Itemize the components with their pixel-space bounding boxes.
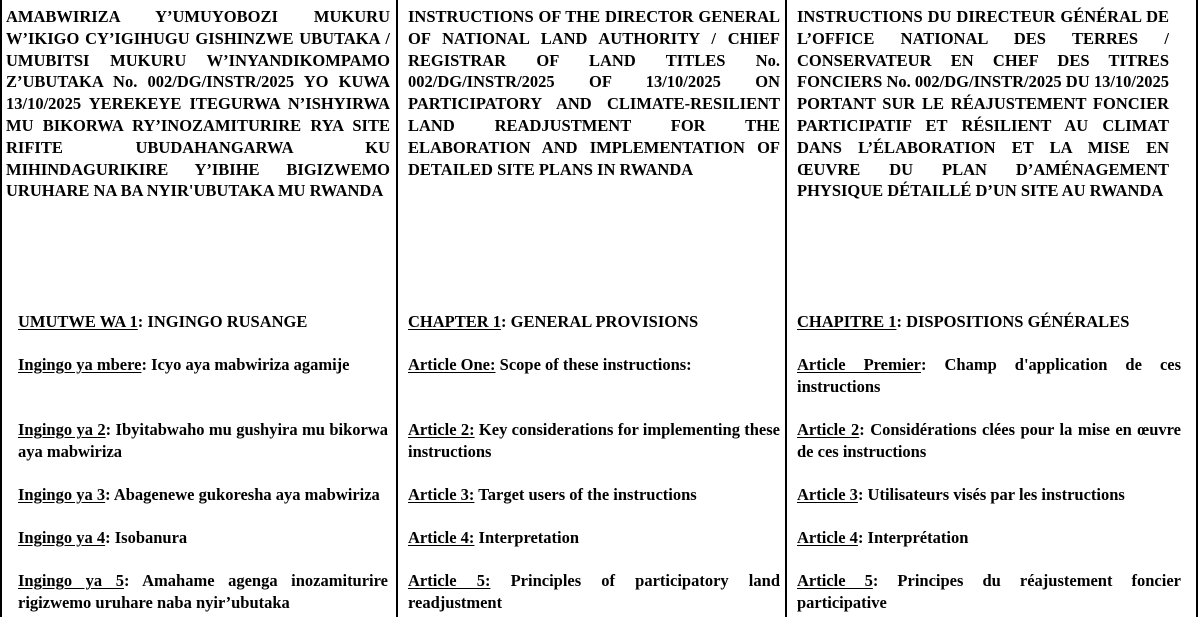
english-chapter-title: : GENERAL PROVISIONS bbox=[501, 312, 699, 331]
article-text: : Champ d'application de ces instructions bbox=[797, 355, 1182, 396]
article-label: Article Premier bbox=[797, 355, 921, 374]
kinyarwanda-article-4 bbox=[18, 527, 388, 549]
article-label: Article 2 bbox=[797, 420, 860, 439]
kinyarwanda-chapter-heading bbox=[18, 311, 307, 333]
article-label: Article 3: bbox=[408, 485, 475, 504]
article-text: Target users of the instructions bbox=[474, 485, 697, 504]
article-label: Article One: bbox=[408, 355, 496, 374]
english-column bbox=[398, 0, 787, 617]
article-label: Article 5: bbox=[408, 571, 491, 590]
article-text: Scope of these instructions: bbox=[495, 355, 692, 374]
english-article-1 bbox=[408, 354, 780, 376]
kinyarwanda-chapter-title: : INGINGO RUSANGE bbox=[137, 312, 308, 331]
french-chapter-label: CHAPITRE 1 bbox=[797, 312, 897, 331]
article-text: : Considérations clées pour la mise en œuvre de ces instructions bbox=[797, 420, 1181, 461]
article-text: : Isobanura bbox=[105, 528, 188, 547]
french-article-2 bbox=[797, 419, 1181, 462]
english-chapter-label: CHAPTER 1 bbox=[408, 312, 502, 331]
article-text: : Principes du réajustement foncier participative bbox=[797, 571, 1181, 612]
english-article-4 bbox=[408, 527, 780, 549]
article-label: Ingingo ya 3 bbox=[18, 485, 106, 504]
kinyarwanda-title: AMABWIRIZA Y’UMUYOBOZI MUKURU W’IKIGO CY’IGIHUGU GISHINZWE UBUTAKA / UMUBITSI MUKURU W’INYANDIKOMPAMO Z’UBUTAKA No. 002/DG/INSTR/2025 YO KUWA 13/10/2025 YEREKEYE ITEGURWA N’ISHYIRWA MU BIKORWA RY’INOZAMITURIRE RYA SITE RIFITE UBUDAHANGARWA KU MIHINDAGURIKIRE Y’IBIHE BIGIZWEMO URUHARE NA BA NYIR'UBUTAKA MU RWANDA bbox=[6, 7, 390, 201]
article-text: : Ibyitabwaho mu gushyira mu bikorwa aya mabwiriza bbox=[18, 420, 389, 461]
english-chapter-heading bbox=[408, 311, 698, 333]
article-label: Ingingo ya 5 bbox=[18, 571, 124, 590]
french-article-5 bbox=[797, 570, 1181, 613]
article-label: Ingingo ya mbere bbox=[18, 355, 142, 374]
french-chapter-heading bbox=[797, 311, 1129, 333]
french-article-3 bbox=[797, 484, 1181, 506]
article-label: Ingingo ya 2 bbox=[18, 420, 106, 439]
french-title: INSTRUCTIONS DU DIRECTEUR GÉNÉRAL DE L’OFFICE NATIONAL DES TERRES / CONSERVATEUR EN CHEF DES TITRES FONCIERS No. 002/DG/INSTR/2025 DU 13/10/2025 PORTANT SUR LE RÉAJUSTEMENT FONCIER PARTICIPATIF ET RÉSILIENT AU CLIMAT DANS L’ÉLABORATION ET LA MISE EN ŒUVRE DU PLAN D’AMÉNAGEMENT PHYSIQUE DÉTAILLÉ D’UN SITE AU RWANDA bbox=[797, 7, 1169, 201]
kinyarwanda-column bbox=[6, 0, 398, 617]
english-title: INSTRUCTIONS OF THE DIRECTOR GENERAL OF NATIONAL LAND AUTHORITY / CHIEF REGISTRAR OF LAND TITLES No. 002/DG/INSTR/2025 OF 13/10/2025 ON PARTICIPATORY AND CLIMATE-RESILIENT LAND READJUSTMENT FOR THE ELABORATION AND IMPLEMENTATION OF DETAILED SITE PLANS IN RWANDA bbox=[408, 7, 780, 179]
kinyarwanda-article-3 bbox=[18, 484, 388, 506]
article-label: Article 4 bbox=[797, 528, 858, 547]
english-article-5 bbox=[408, 570, 780, 613]
french-column bbox=[787, 0, 1198, 617]
article-text: : Utilisateurs visés par les instructions bbox=[857, 485, 1125, 504]
english-article-3 bbox=[408, 484, 780, 506]
kinyarwanda-article-5 bbox=[18, 570, 388, 613]
article-text: Interpretation bbox=[474, 528, 580, 547]
kinyarwanda-article-2 bbox=[18, 419, 388, 462]
article-text: Key considerations for implementing these instructions bbox=[408, 420, 780, 461]
article-label: Article 3 bbox=[797, 485, 858, 504]
article-label: Ingingo ya 4 bbox=[18, 528, 106, 547]
article-label: Article 2: bbox=[408, 420, 475, 439]
article-text: : Abagenewe gukoresha aya mabwiriza bbox=[105, 485, 380, 504]
french-article-4 bbox=[797, 527, 1181, 549]
article-text: : Interprétation bbox=[857, 528, 969, 547]
french-chapter-title: : DISPOSITIONS GÉNÉRALES bbox=[896, 312, 1130, 331]
article-text: Principles of participatory land readjustment bbox=[408, 571, 780, 612]
article-label: Article 4: bbox=[408, 528, 475, 547]
kinyarwanda-chapter-label: UMUTWE WA 1 bbox=[18, 312, 138, 331]
french-article-1 bbox=[797, 354, 1181, 397]
kinyarwanda-article-1 bbox=[18, 354, 388, 376]
article-label: Article 5 bbox=[797, 571, 873, 590]
article-text: : Icyo aya mabwiriza agamije bbox=[141, 355, 350, 374]
article-text: : Amahame agenga inozamiturire rigizwemo uruhare naba nyir’ubutaka bbox=[18, 571, 388, 612]
english-article-2 bbox=[408, 419, 780, 462]
